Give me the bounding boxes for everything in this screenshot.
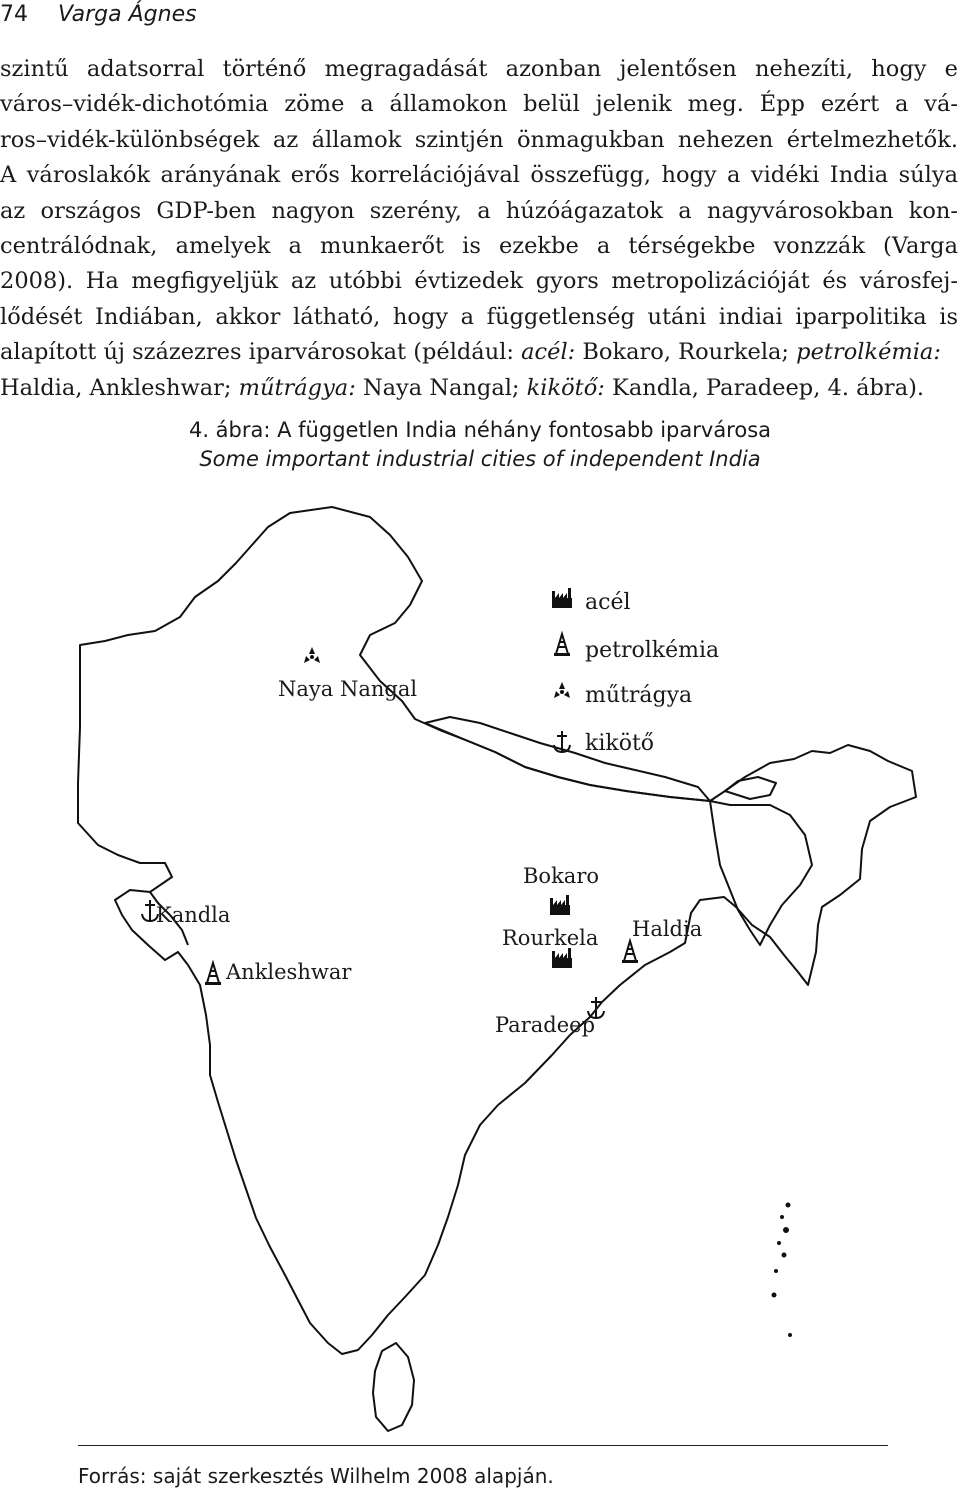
city-label: Rourkela (502, 926, 599, 950)
city-kandla (142, 900, 230, 927)
legend-item (554, 682, 692, 708)
city-label: Bokaro (523, 864, 600, 888)
city-paradeep (495, 997, 604, 1037)
steel-term: acél: (521, 339, 576, 366)
paragraph-line: 2008). Ha megfigyeljük az utóbbi évtizedek gyors metropolizációját és városfej- (0, 268, 958, 295)
port-term: kikötő: (526, 374, 605, 401)
paragraph-line: ros–vidék-különbségek az államok szintjén önmagukban nehezen értelmezhetők. (0, 126, 958, 153)
city-label: Haldia (632, 917, 703, 941)
city-label: Naya Nangal (278, 677, 418, 701)
bangladesh-border (710, 801, 812, 945)
map-outline (78, 507, 916, 1431)
oil-derrick-icon (622, 941, 638, 963)
paragraph-line: szintű adatsorral történő megragadását azonban jelentősen nehezíti, hogy e (0, 56, 958, 82)
paragraph-line: centrálódnak, amelyek a munkaerőt is ezekbe a térségekbe vonzzák (Varga (0, 232, 958, 259)
india-map (70, 505, 930, 1440)
sri-lanka (373, 1343, 414, 1431)
legend-item (552, 588, 631, 615)
legend-label: acél (585, 590, 631, 615)
paragraph-line: alapított új százezres iparvárosokat (például: acél: Bokaro, Rourkela; petrolkémia: (0, 339, 941, 366)
fertilizer-icon (554, 682, 570, 698)
paragraph-line: A városlakók arányának erős korrelációjával összefügg, hogy a vidéki India súlya (0, 162, 958, 189)
city-naya-nangal (278, 647, 417, 701)
anchor-icon (554, 731, 570, 752)
figure-caption-hu: 4. ábra: A független India néhány fontosabb iparvárosa (188, 418, 772, 442)
paragraph-line: az országos GDP-ben nagyon szerény, a húzóágazatok a nagyvárosokban kon- (0, 197, 958, 224)
figure-caption-en: Some important industrial cities of independent India (199, 447, 761, 471)
city-label: Paradeep (495, 1013, 596, 1037)
page-header (0, 2, 197, 27)
steel-factory-icon (550, 895, 570, 915)
fertilizer-icon (304, 647, 320, 663)
running-head-author: Varga Ágnes (58, 2, 197, 27)
page-number: 74 (0, 2, 28, 27)
body-paragraph (0, 52, 958, 406)
legend-item (554, 634, 719, 663)
oil-derrick-icon (205, 963, 221, 985)
figure-source: Forrás: saját szerkesztés Wilhelm 2008 alapján. (78, 1464, 554, 1488)
steel-factory-icon (552, 948, 572, 968)
city-ankleshwar (205, 960, 352, 985)
footnote-divider (78, 1445, 888, 1446)
legend-label: kikötő (585, 731, 655, 756)
paragraph-line: lődését Indiában, akkor látható, hogy a függetlenség utáni indiai iparpolitika is (0, 303, 958, 330)
petro-term: petrolkémia: (796, 339, 941, 366)
city-label: Kandla (156, 903, 231, 927)
steel-factory-icon (552, 588, 572, 608)
paragraph-line: Haldia, Ankleshwar; műtrágya: Naya Nangal; kikötő: Kandla, Paradeep, 4. ábra). (0, 374, 925, 401)
nepal-border (425, 717, 710, 801)
paragraph-line: város–vidék-dichotómia zöme a államokon belül jelenik meg. Épp ezért a vá- (0, 91, 958, 118)
oil-derrick-icon (554, 634, 570, 656)
legend-label: petrolkémia (585, 638, 720, 663)
city-rourkela (502, 926, 598, 968)
city-label: Ankleshwar (226, 960, 352, 984)
bhutan-border (725, 777, 776, 799)
fertilizer-term: műtrágya: (238, 374, 356, 401)
andaman-islands (772, 1203, 793, 1338)
city-bokaro (523, 864, 599, 915)
legend-label: műtrágya (585, 683, 693, 708)
map-legend (552, 588, 719, 756)
india-border (78, 507, 916, 1354)
